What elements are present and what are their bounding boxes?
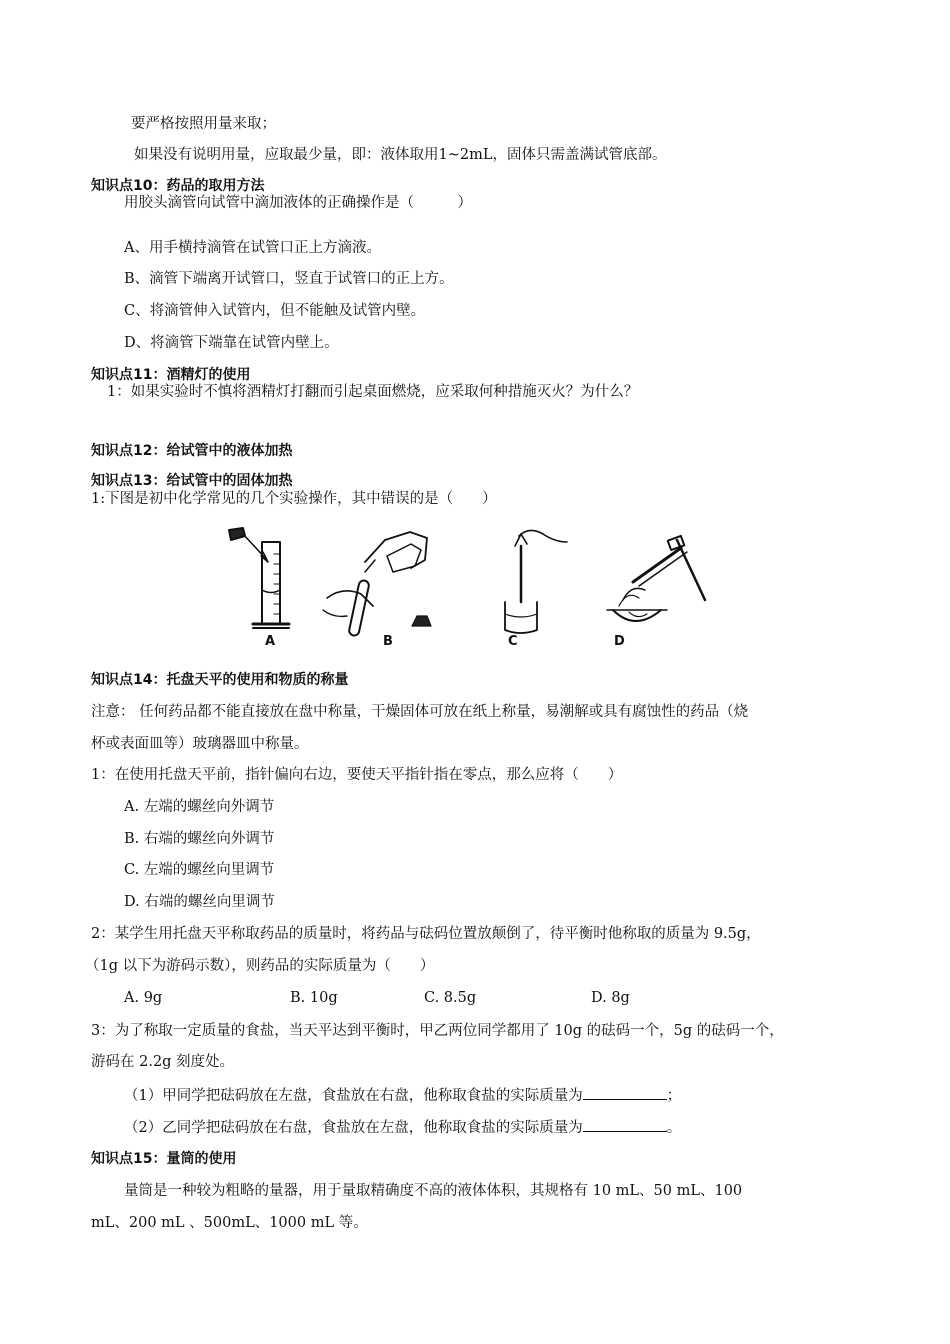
kp14-heading: 知识点14：托盘天平的使用和物质的称量	[91, 672, 349, 688]
kp10-heading: 知识点10：药品的取用方法	[91, 178, 265, 194]
heating-in-evaporating-dish-icon	[607, 536, 705, 621]
answer-blank-2[interactable]	[583, 1117, 667, 1132]
kp14-q3-stem-line-2: 游码在 2.2g 刻度处。	[91, 1054, 235, 1070]
kp14-q3-sub-1	[124, 1085, 681, 1106]
kp14-q3-sub-2	[124, 1117, 681, 1138]
kp10-option-a: A、用手横持滴管在试管口正上方滴液。	[124, 240, 381, 256]
kp14-q2-option-a: A. 9g	[124, 990, 163, 1006]
kp14-q2-option-b: B. 10g	[290, 990, 338, 1006]
kp10-option-b: B、滴管下端离开试管口，竖直于试管口的正上方。	[124, 271, 454, 287]
kp14-note-line-1: 注意： 任何药品都不能直接放在盘中称量，干燥固体可放在纸上称量，易潮解或具有腐蚀性的药品（烧	[91, 704, 749, 720]
kp14-q3-sub-1-text: （1）甲同学把砝码放在左盘，食盐放在右盘，他称取食盐的实际质量为	[124, 1088, 583, 1104]
kp14-q3-sub-1-end: ；	[666, 1088, 682, 1104]
kp12-heading: 知识点12：给试管中的液体加热	[91, 443, 293, 459]
figure-label-a: A	[265, 634, 276, 649]
kp14-note-line-2: 杯或表面皿等）玻璃器皿中称量。	[91, 736, 309, 752]
kp10-option-d: D、将滴管下端靠在试管内壁上。	[124, 335, 339, 351]
kp14-q1-option-d: D. 右端的螺丝向里调节	[124, 894, 275, 910]
kp10-option-c: C、将滴管伸入试管内，但不能触及试管内壁。	[124, 303, 426, 319]
graduated-cylinder-icon	[229, 528, 289, 628]
answer-blank-1[interactable]	[583, 1085, 667, 1100]
kp14-q2-option-c: C. 8.5g	[424, 990, 477, 1006]
kp14-q2-stem-line-2: （1g 以下为游码示数），则药品的实际质量为（ ）	[85, 958, 435, 974]
lab-operations-figure	[215, 520, 720, 652]
kp14-q1-option-a: A. 左端的螺丝向外调节	[124, 799, 275, 815]
kp13-question: 1:下图是初中化学常见的几个实验操作，其中错误的是（ ）	[91, 491, 497, 507]
lab-operations-drawing	[215, 520, 720, 652]
kp15-heading: 知识点15：量筒的使用	[91, 1151, 237, 1167]
kp14-q3-stem-line-1: 3：为了称取一定质量的食盐，当天平达到平衡时，甲乙两位同学都用了 10g 的砝码一个，5g 的砝码一个，	[91, 1023, 784, 1039]
kp14-q2-option-d: D. 8g	[591, 990, 630, 1006]
kp15-line-2: mL、200 mL 、500mL、1000 mL 等。	[91, 1215, 368, 1231]
kp14-q1-option-b: B. 右端的螺丝向外调节	[124, 831, 275, 847]
kp14-q1-stem: 1：在使用托盘天平前，指针偏向右边，要使天平指针指在零点，那么应将（ ）	[91, 767, 623, 783]
figure-label-d: D	[614, 634, 625, 649]
kp14-q1-option-c: C. 左端的螺丝向里调节	[124, 862, 275, 878]
pouring-into-test-tube-icon	[323, 532, 431, 636]
kp14-q3-sub-2-text: （2）乙同学把砝码放在右盘，食盐放在左盘，他称取食盐的实际质量为	[124, 1120, 583, 1136]
figure-label-c: C	[508, 634, 518, 649]
kp11-question: 1：如果实验时不慎将酒精灯打翻而引起桌面燃烧，应采取何种措施灭火？为什么？	[107, 384, 639, 400]
kp14-q3-sub-2-end: 。	[666, 1120, 682, 1136]
kp11-heading: 知识点11：酒精灯的使用	[91, 367, 251, 383]
kp15-line-1: 量筒是一种较为粗略的量器，用于量取精确度不高的液体体积，其规格有 10 mL、50 mL、100	[124, 1183, 743, 1199]
dropper-into-beaker-icon	[505, 530, 567, 633]
kp13-heading: 知识点13：给试管中的固体加热	[91, 473, 293, 489]
kp10-question: 用胶头滴管向试管中滴加液体的正确操作是（ ）	[124, 195, 472, 211]
figure-label-b: B	[383, 634, 393, 649]
intro-line-1: 要严格按照用量来取；	[131, 116, 276, 132]
kp14-q2-stem-line-1: 2：某学生用托盘天平称取药品的质量时，将药品与砝码位置放颠倒了，待平衡时他称取的质量为 9.5g，	[91, 926, 761, 942]
intro-line-2: 如果没有说明用量，应取最少量，即：液体取用1~2mL，固体只需盖满试管底部。	[134, 147, 667, 163]
